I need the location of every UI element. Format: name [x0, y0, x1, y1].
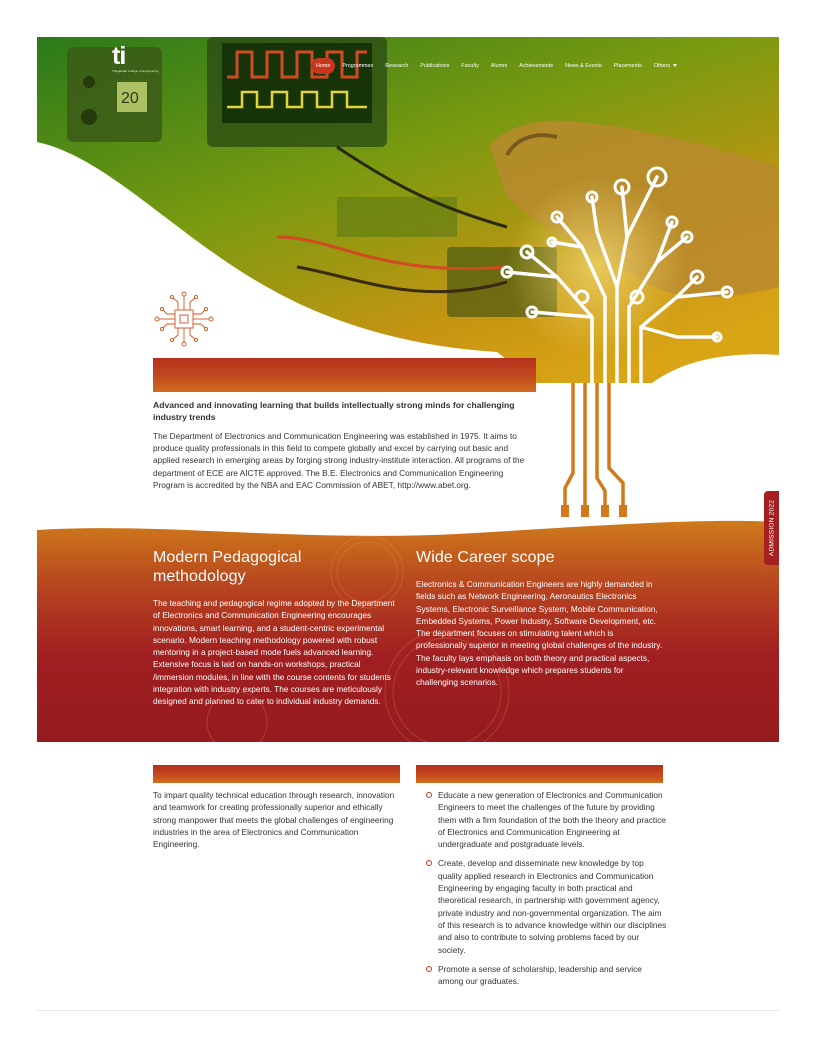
bullet-icon — [426, 792, 432, 798]
pedagogy-title: Modern Pedagogical methodology — [153, 549, 302, 585]
vision-title-bar — [153, 765, 400, 783]
microchip-icon — [151, 288, 217, 348]
list-item — [425, 789, 667, 850]
admission-tab[interactable] — [764, 491, 779, 565]
list-item — [425, 963, 667, 988]
mission-list — [425, 789, 667, 994]
circuit-traces-graphic — [555, 383, 635, 523]
bullet-icon — [426, 966, 432, 972]
nav-item-placements[interactable]: Placements — [613, 63, 642, 69]
svg-text:20: 20 — [121, 90, 139, 107]
section-title-bar — [153, 358, 536, 392]
nav-item-others[interactable] — [648, 58, 683, 74]
footer-divider — [37, 1010, 779, 1011]
career-title: Wide Career scope — [416, 549, 555, 566]
nav-item-others-label: Others — [653, 63, 671, 69]
logo-mark: ti — [112, 42, 126, 70]
nav-item-research[interactable]: Research — [385, 63, 409, 69]
hero-image — [37, 37, 779, 383]
hero-banner — [37, 37, 779, 383]
mission-item-text: Create, develop and disseminate new knowledge by top quality applied research in Electronics and Communication Engineering by engaging faculty in both practical and theoretical research, in partnership with government agency, private industry and non-governmental organization. The aim of this research is to advance knowledge within our disciplines and also to contribute to solving problems faced by our society. — [438, 858, 667, 955]
nav-item-faculty[interactable]: Faculty — [461, 63, 479, 69]
main-nav — [311, 58, 683, 74]
nav-item-programmes[interactable]: Programmes — [342, 63, 374, 69]
nav-item-achievements[interactable]: Achievements — [519, 63, 554, 69]
mission-title-bar — [416, 765, 663, 783]
pedagogy-text: The teaching and pedagogical regime adopted by the Department of Electronics and Communication Engineering encourages innovations, smart learning, and a student-centric experimental scenario. Modern teaching methodology powered with robust mentoring in a project-based mode fuels advanced learning. Extensive focus is laid on hands-on workshops, practical /immersion modules, in line with the course contents for students integration with industry experts. The courses are meticulously designed and planned to cater to individual industry demands. — [153, 598, 395, 707]
mission-item-text: Educate a new generation of Electronics and Communication Engineers to meet the challenges of the future by providing them with a firm foundation of the both the theory and practice of Electronics and Communication Engineering at undergraduate and postgraduate levels. — [438, 790, 666, 850]
logo-subtext: Thiagarajar College of Engineering — [112, 69, 159, 73]
intro-heading: Advanced and innovating learning that builds intellectually strong minds for challenging industry trends — [153, 400, 515, 422]
list-item — [425, 857, 667, 955]
chevron-down-icon — [673, 64, 677, 67]
site-logo[interactable] — [112, 42, 159, 78]
bullet-icon — [426, 860, 432, 866]
mission-item-text: Promote a sense of scholarship, leadership and service among our graduates. — [438, 963, 642, 987]
admission-tab-label: ADMISSION 2022 — [768, 499, 775, 557]
vision-text: To impart quality technical education through research, innovation and teamwork for creating professionally superior and ethically strong manpower that meets the global challenges of engineering industries in the area of Electronics and Communication Engineering. — [153, 790, 395, 850]
nav-item-news-events[interactable]: News & Events — [565, 63, 602, 69]
red-feature-band — [37, 512, 779, 742]
nav-item-publications[interactable]: Publications — [420, 63, 450, 69]
intro-text: The Department of Electronics and Communication Engineering was established in 1975. It aims to produce quality professionals in this field to compete globally and excel by carrying out basic and applied research in emerging areas by forging strong industry-institute interaction. All programs of the department of ECE are AICTE approved. The B.E. Electronics and Communication Engineering Program is accredited by the NBA and EAC Commission of ABET, http://www.abet.org. — [153, 431, 525, 490]
nav-item-home[interactable]: Home — [311, 58, 335, 74]
nav-item-alumni[interactable]: Alumni — [490, 63, 508, 69]
career-text: Electronics & Communication Engineers are highly demanded in fields such as Network Engineering, Aeronautics Electronics Systems, Electronic Surveillance System, Mobile Communication, Embedded Systems, Power Industry, Software Development, etc. The department focuses on stimulating talent which is professionally superior in meeting global challenges of the industry. The faculty lays emphasis on both theory and practical aspects, industry-relevant knowledge which prepares students for challenging scenarios. — [416, 579, 663, 688]
